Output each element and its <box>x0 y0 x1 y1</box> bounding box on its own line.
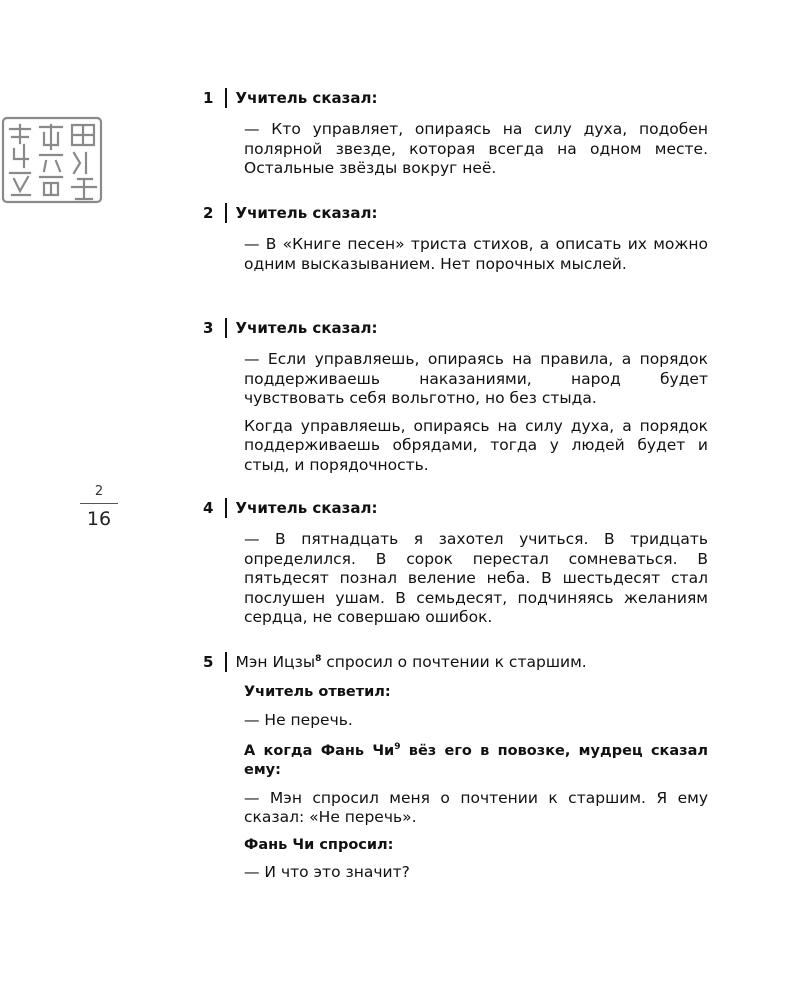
entry-heading <box>203 87 708 109</box>
entry-bar <box>225 88 227 108</box>
entry-5 <box>203 651 708 883</box>
speaker-line: Учитель ответил: <box>244 684 391 700</box>
entry-paragraph: — Кто управляет, опираясь на силу духа, подобен полярной звезде, которая всегда на одном месте. Остальные звёзды вокруг неё. <box>244 120 708 177</box>
entry-number: 2 <box>203 204 214 222</box>
entry-paragraph: — Не перечь. <box>244 710 353 729</box>
entry-title: Учитель сказал: <box>235 204 378 222</box>
entry-title: Учитель сказал: <box>235 89 378 107</box>
marker-divider <box>80 503 118 504</box>
entry-number: 4 <box>203 499 214 517</box>
speaker-line <box>244 738 708 781</box>
entry-paragraph: — Мэн спросил меня о почтении к старшим. Я ему сказал: «Не перечь». <box>244 788 708 827</box>
entry-number: 3 <box>203 319 214 337</box>
entry-number: 5 <box>203 653 214 671</box>
entry-number: 1 <box>203 89 214 107</box>
entry-4 <box>203 497 708 628</box>
footnote-ref: 9 <box>394 742 401 752</box>
entry-paragraph: — В «Книге песен» триста стихов, а описать их можно одним высказыванием. Нет порочных мыслей. <box>244 235 708 273</box>
entry-heading <box>203 317 708 339</box>
entry-1 <box>203 87 708 179</box>
entry-heading <box>203 497 708 519</box>
entry-bar <box>225 652 227 672</box>
entry-bar <box>225 498 227 518</box>
entry-title: Учитель сказал: <box>235 499 378 517</box>
entry-paragraph: — И что это значит? <box>244 863 410 882</box>
speaker-text: А когда Фань Чи <box>244 742 395 759</box>
page-marker <box>75 484 123 530</box>
footnote-ref: 8 <box>315 653 322 664</box>
chapter-number: 2 <box>94 484 104 499</box>
speaker-text: вёз его в повозке, мудрец сказал ему: <box>244 742 708 779</box>
entry-bar <box>225 318 227 338</box>
entry-2 <box>203 202 708 274</box>
entry-3 <box>203 317 708 475</box>
entry-paragraph: — В пятнадцать я захотел учиться. В тридцать определился. В сорок перестал сомневаться. В пятьдесят познал веление неба. В шестьдесят стал послушен ушам. В семьдесят, подчиняясь желаниям сердца, не совершаю ошибок. <box>244 530 708 626</box>
entry-title-text: Мэн Ицзы <box>235 653 316 671</box>
entry-heading <box>203 202 708 224</box>
entry-paragraph: Когда управляешь, опираясь на силу духа, а порядок поддерживаешь обрядами, тогда у людей будет и стыд, и порядочность. <box>244 416 708 474</box>
speaker-line: Фань Чи спросил: <box>244 836 394 853</box>
entry-title <box>236 653 587 671</box>
entry-paragraph: — Если управляешь, опираясь на правила, а порядок поддерживаешь наказаниями, народ будет чувствовать себя вольготно, но без стыда. <box>244 350 708 407</box>
entry-bar <box>225 203 227 223</box>
page-number: 16 <box>86 508 112 530</box>
entry-heading <box>203 651 708 673</box>
entry-title-text: спросил о почтении к старшим. <box>321 653 587 671</box>
seal-stamp-icon <box>0 115 104 205</box>
entry-title: Учитель сказал: <box>235 319 378 337</box>
